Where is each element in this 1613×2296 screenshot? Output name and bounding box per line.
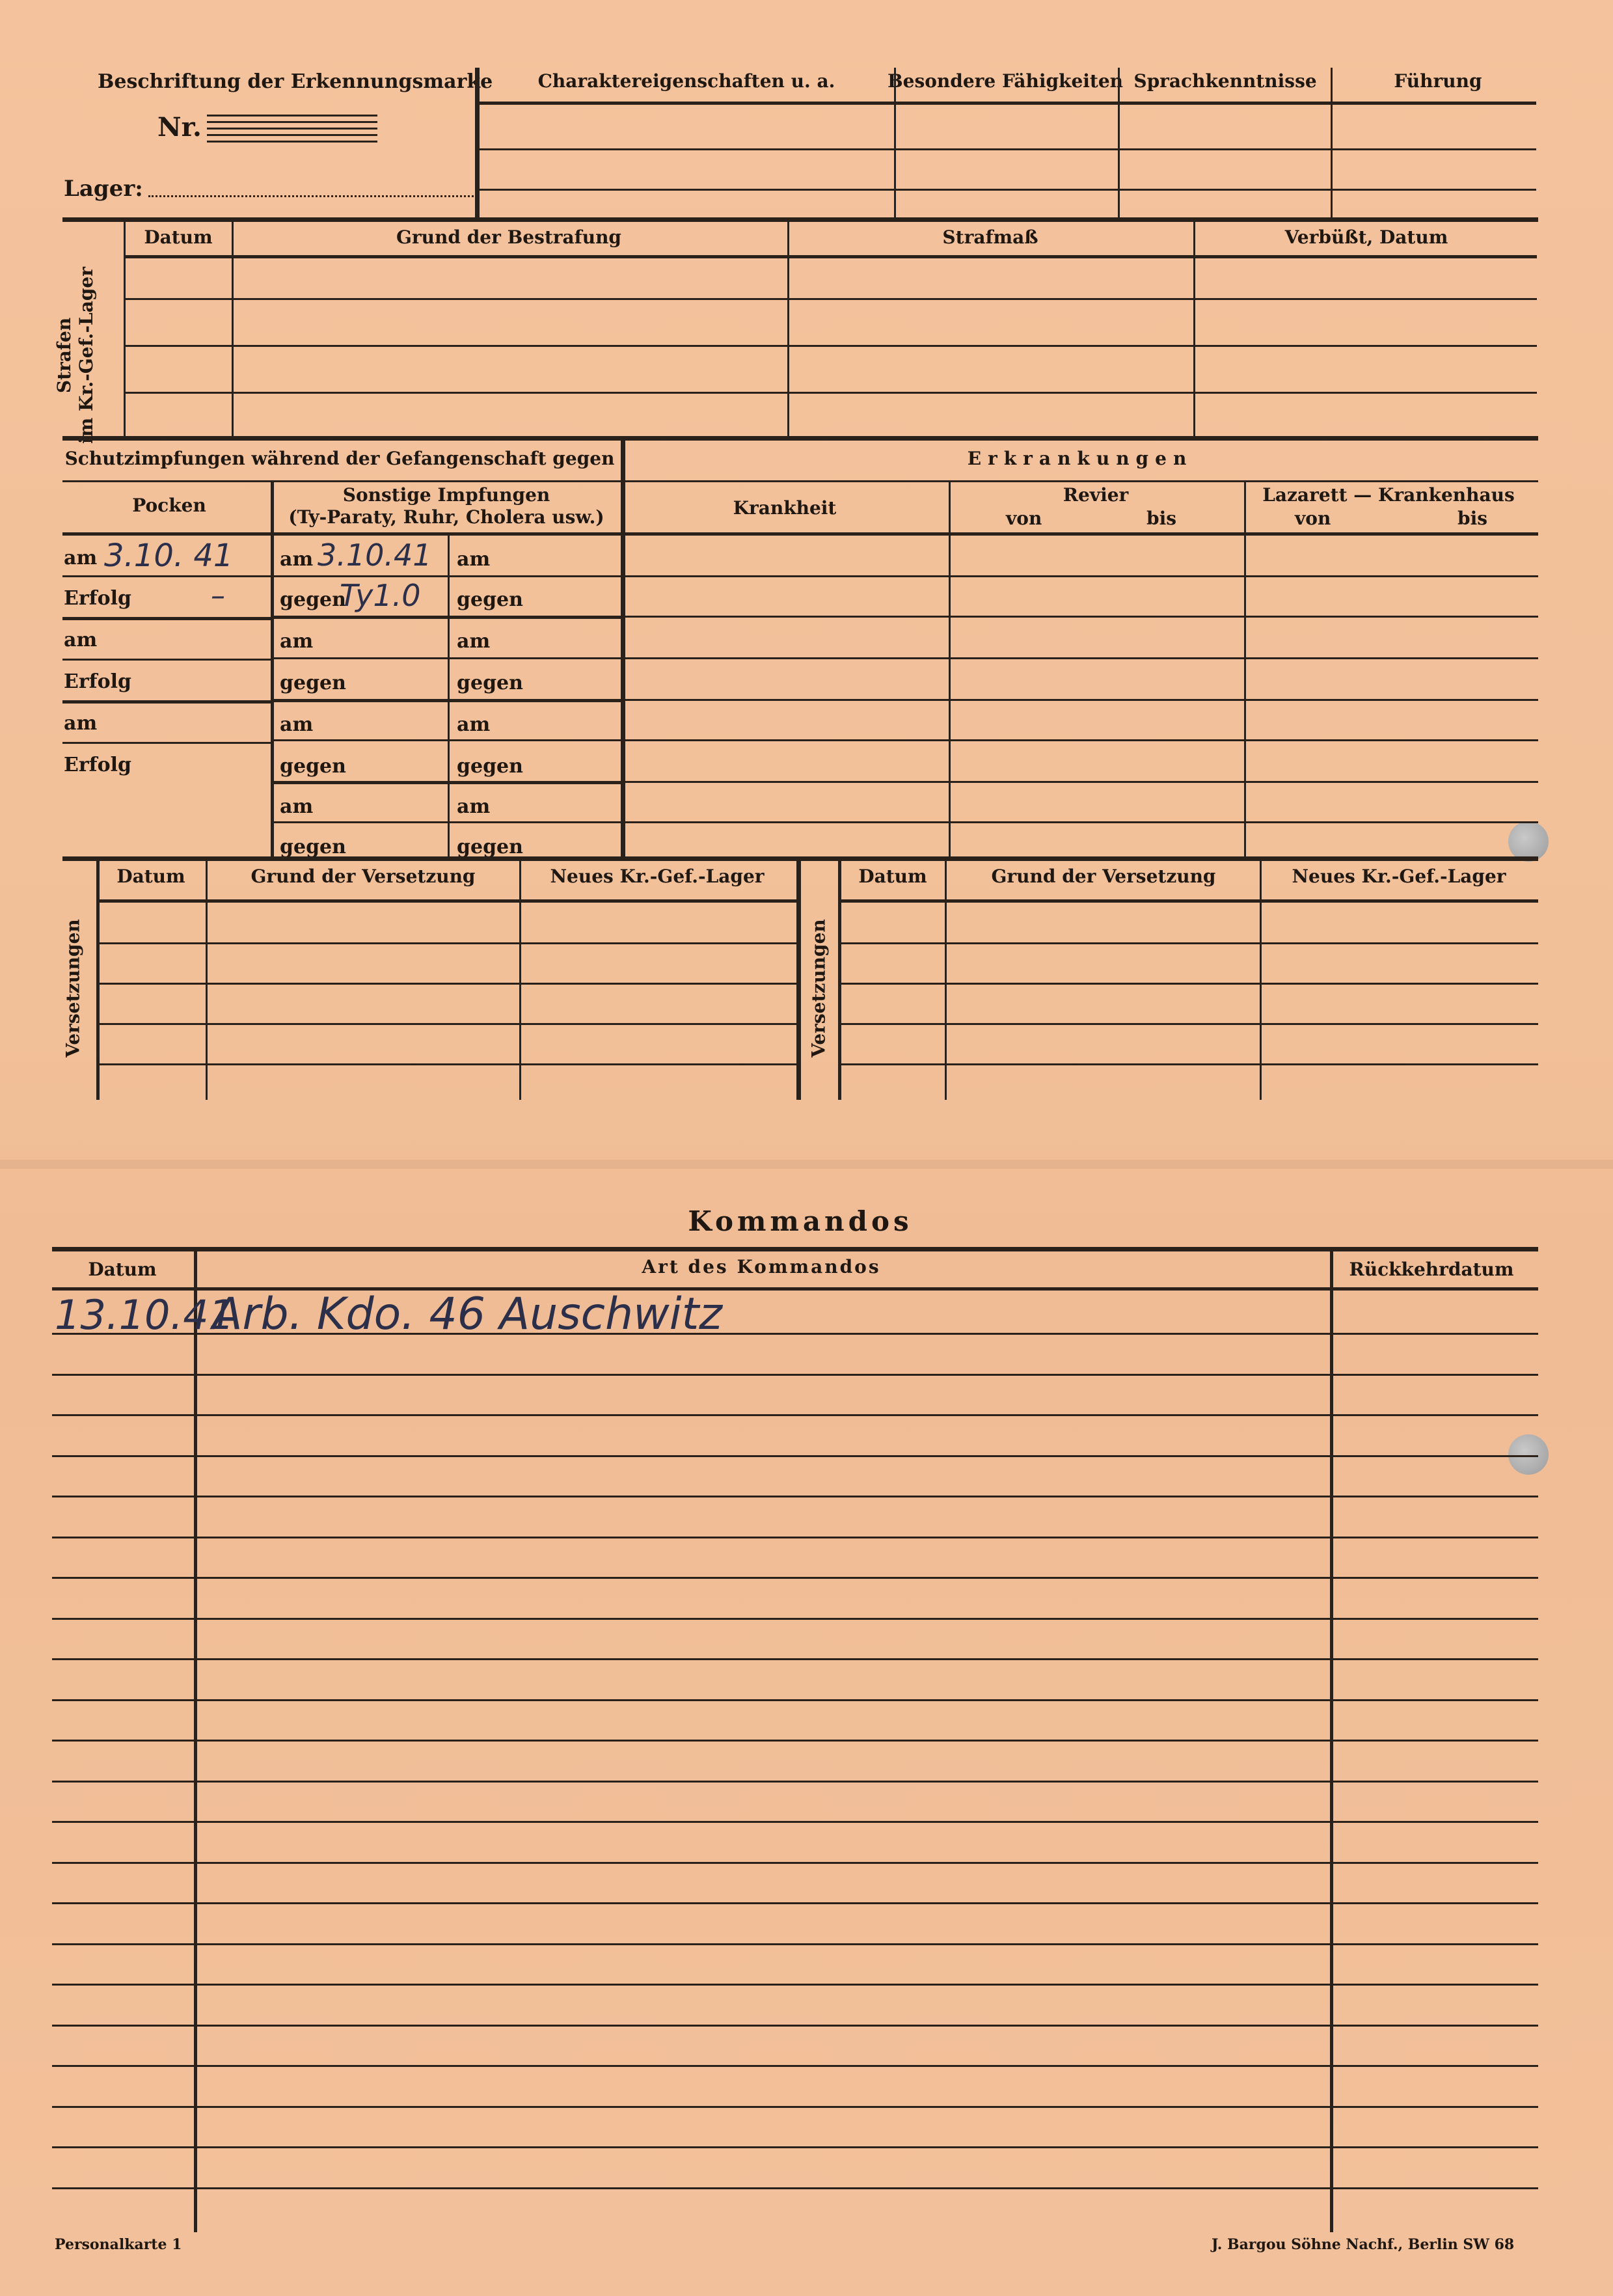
strafen-row-line <box>125 345 1537 347</box>
kommandos-row-line <box>52 1374 1538 1376</box>
kommandos-row-line <box>52 1537 1538 1538</box>
erkrankungen-title: Erkrankungen <box>967 448 1193 469</box>
sonstige-col-line <box>448 535 450 859</box>
pocken-row-erfolg-2: Erfolg <box>64 670 131 693</box>
vers-left-header-rule <box>98 899 796 903</box>
pocken-row-erfolg-1: Erfolg <box>64 587 131 610</box>
header-rule <box>477 102 1536 105</box>
impf-erkr-divider <box>621 439 625 859</box>
pocken-sonstige-divider <box>271 482 274 859</box>
sonstige-subheader: (Ty-Paraty, Ruhr, Cholera usw.) <box>288 506 604 528</box>
kommandos-top-rule <box>52 1247 1538 1251</box>
kommandos-row-line <box>52 2025 1538 2027</box>
strafen-col-line <box>1193 220 1195 439</box>
header-row-line <box>477 189 1536 191</box>
revier-header: Revier <box>1063 484 1129 506</box>
versetzungen-divider <box>796 859 801 1100</box>
kommandos-row-line <box>52 1984 1538 1986</box>
erkr-row-line <box>623 699 1538 701</box>
vers-left-row-line <box>98 1023 796 1025</box>
krankheit-header: Krankheit <box>733 497 837 519</box>
erkr-row-line <box>623 781 1538 783</box>
kommandos-row-line <box>52 2187 1538 2189</box>
pocken-row-line <box>62 659 271 661</box>
versetzungen-side-label-left: Versetzungen <box>62 919 84 1058</box>
strafen-top-rule <box>62 217 1538 222</box>
hand-pocken-am: 3.10. 41 <box>104 538 234 574</box>
vers-left-row-line <box>98 983 796 985</box>
impfungen-title: Schutzimpfungen während der Gefangenschaft gegen <box>64 448 615 469</box>
strafen-grund-header: Grund der Bestrafung <box>396 226 622 248</box>
pocken-row-line <box>62 617 271 620</box>
sonst-a-gegen-4: gegen <box>280 836 346 858</box>
sonst-row-line <box>272 616 621 619</box>
faehigkeiten-header: Besondere Fähigkeiten <box>887 70 1124 92</box>
sonst-row-line <box>272 739 621 741</box>
kommandos-art-header: Art des Kommandos <box>642 1256 881 1278</box>
pocken-row-line <box>62 700 271 704</box>
lazarett-header: Lazarett — Krankenhaus <box>1262 484 1515 506</box>
strafen-strafmass-header: Strafmaß <box>942 226 1038 248</box>
beschriftung-label: Beschriftung der Erkennungsmarke <box>98 70 493 93</box>
strafen-row-line <box>125 392 1537 394</box>
footer-printer: J. Bargou Söhne Nachf., Berlin SW 68 <box>1212 2236 1515 2253</box>
kommandos-row-line <box>52 1577 1538 1579</box>
kommandos-row-line <box>52 1781 1538 1783</box>
sonst-row-line <box>272 821 621 823</box>
kommandos-row-line <box>52 2065 1538 2067</box>
pocken-row-am-1: am <box>64 547 98 569</box>
lager-dotted-field <box>148 195 474 197</box>
kommandos-row-line <box>52 2146 1538 2148</box>
sonst-a-am-2: am <box>280 630 314 653</box>
punch-hole-lower <box>1508 1434 1549 1475</box>
lazarett-von: von <box>1295 508 1331 529</box>
erkr-row-line <box>623 821 1538 823</box>
sonst-row-line <box>272 575 621 577</box>
vers-right-grund: Grund der Versetzung <box>991 866 1216 887</box>
strafen-header-rule <box>125 255 1537 258</box>
vers-right-datum: Datum <box>858 866 927 887</box>
erkr-row-line <box>623 657 1538 659</box>
lazarett-bis: bis <box>1457 508 1487 529</box>
pocken-row-line <box>62 575 271 577</box>
pocken-row-am-2: am <box>64 629 98 651</box>
vers-right-row-line <box>839 1023 1538 1025</box>
sonst-a-gegen-1: gegen <box>280 588 346 611</box>
kommandos-row-line <box>52 1618 1538 1620</box>
header-row-line <box>477 148 1536 150</box>
sonst-b-gegen-1: gegen <box>457 588 523 611</box>
kommandos-row-line <box>52 1658 1538 1660</box>
sonst-a-am-1: am <box>280 548 314 571</box>
kommando-entry-art: Arb. Kdo. 46 Auschwitz <box>212 1289 722 1340</box>
header-col-line <box>1331 68 1333 220</box>
sonst-a-gegen-3: gegen <box>280 755 346 778</box>
vers-right-lager: Neues Kr.-Gef.-Lager <box>1292 866 1506 887</box>
strafen-row-line <box>125 298 1537 300</box>
strafen-side-label-2: im Kr.-Gef.-Lager <box>75 267 97 444</box>
versetzungen-side-label-right: Versetzungen <box>807 919 830 1058</box>
kommandos-row-line <box>52 1414 1538 1416</box>
hand-sonst-gegen: Ty1.0 <box>340 578 421 613</box>
sonst-a-am-4: am <box>280 795 314 818</box>
vers-right-row-line <box>839 1063 1538 1065</box>
vers-left-row-line <box>98 1063 796 1065</box>
sonst-row-line <box>272 657 621 659</box>
strafen-col-line <box>787 220 789 439</box>
kommandos-datum-header: Datum <box>88 1259 157 1280</box>
paper-fold <box>0 1160 1613 1169</box>
vers-left-row-line <box>98 942 796 944</box>
punch-hole-upper <box>1508 821 1549 862</box>
sonst-b-gegen-3: gegen <box>457 755 523 778</box>
kommandos-row-line <box>52 1455 1538 1457</box>
erkr-col-line <box>949 482 951 859</box>
erkr-row-line <box>623 575 1538 577</box>
strafen-col-line <box>124 220 126 439</box>
sonst-a-gegen-2: gegen <box>280 672 346 694</box>
sonst-b-am-1: am <box>457 548 491 571</box>
nr-label: Nr. <box>157 112 202 143</box>
strafen-verbuesst-header: Verbüßt, Datum <box>1284 226 1448 248</box>
sonst-b-am-3: am <box>457 713 491 736</box>
header-divider <box>475 68 480 221</box>
kommando-entry-datum: 13.10.41 <box>55 1291 235 1339</box>
revier-von: von <box>1006 508 1042 529</box>
sprachen-header: Sprachkenntnisse <box>1133 70 1317 92</box>
sonst-row-line <box>272 781 621 784</box>
strafen-side-label <box>53 258 98 453</box>
kommandos-row-line <box>52 1862 1538 1864</box>
pocken-row-line <box>62 742 271 744</box>
vers-left-datum: Datum <box>116 866 185 887</box>
vers-left-lager: Neues Kr.-Gef.-Lager <box>550 866 765 887</box>
charakter-header: Charaktereigenschaften u. a. <box>537 70 835 92</box>
kommandos-row-line <box>52 1333 1538 1335</box>
sonst-b-gegen-2: gegen <box>457 672 523 694</box>
kommandos-row-line <box>52 1902 1538 1904</box>
kommandos-title: Kommandos <box>688 1205 913 1237</box>
nr-striped-field <box>207 115 377 143</box>
strafen-datum-header: Datum <box>144 226 213 248</box>
sonst-b-am-2: am <box>457 630 491 653</box>
header-col-line <box>894 68 896 220</box>
erkr-col-line <box>1244 482 1246 859</box>
impfungen-top-rule <box>62 436 1538 441</box>
impf-header-rule <box>62 532 1538 536</box>
vers-right-row-line <box>839 983 1538 985</box>
footer-form-id: Personalkarte 1 <box>55 2236 182 2253</box>
sonst-b-am-4: am <box>457 795 491 818</box>
header-col-line <box>1118 68 1120 220</box>
strafen-side-label-1: Strafen <box>53 317 75 394</box>
impf-subheader-line <box>62 480 1538 482</box>
pocken-row-erfolg-3: Erfolg <box>64 754 131 776</box>
sonstige-header: Sonstige Impfungen <box>342 484 550 506</box>
vers-right-header-rule <box>839 899 1538 903</box>
sonst-a-am-3: am <box>280 713 314 736</box>
kommandos-row-line <box>52 1496 1538 1497</box>
strafen-col-line <box>232 220 234 439</box>
sonst-row-line <box>272 699 621 702</box>
kommandos-row-line <box>52 1699 1538 1701</box>
hand-pocken-erfolg: – <box>211 579 225 612</box>
vers-left-grund: Grund der Versetzung <box>251 866 476 887</box>
pocken-row-am-3: am <box>64 712 98 735</box>
kommandos-row-line <box>52 2106 1538 2108</box>
pocken-header: Pocken <box>132 495 206 516</box>
sonst-b-gegen-4: gegen <box>457 836 523 858</box>
kommandos-row-line <box>52 1943 1538 1945</box>
kommandos-rueckkehr-header: Rückkehrdatum <box>1349 1259 1514 1280</box>
kommandos-row-line <box>52 1740 1538 1742</box>
revier-bis: bis <box>1146 508 1176 529</box>
erkr-row-line <box>623 616 1538 618</box>
erkr-row-line <box>623 739 1538 741</box>
lager-label: Lager: <box>64 176 143 202</box>
vers-right-row-line <box>839 942 1538 944</box>
fuehrung-header: Führung <box>1394 70 1482 92</box>
hand-sonst-am: 3.10.41 <box>318 538 432 573</box>
kommandos-row-line <box>52 1821 1538 1823</box>
